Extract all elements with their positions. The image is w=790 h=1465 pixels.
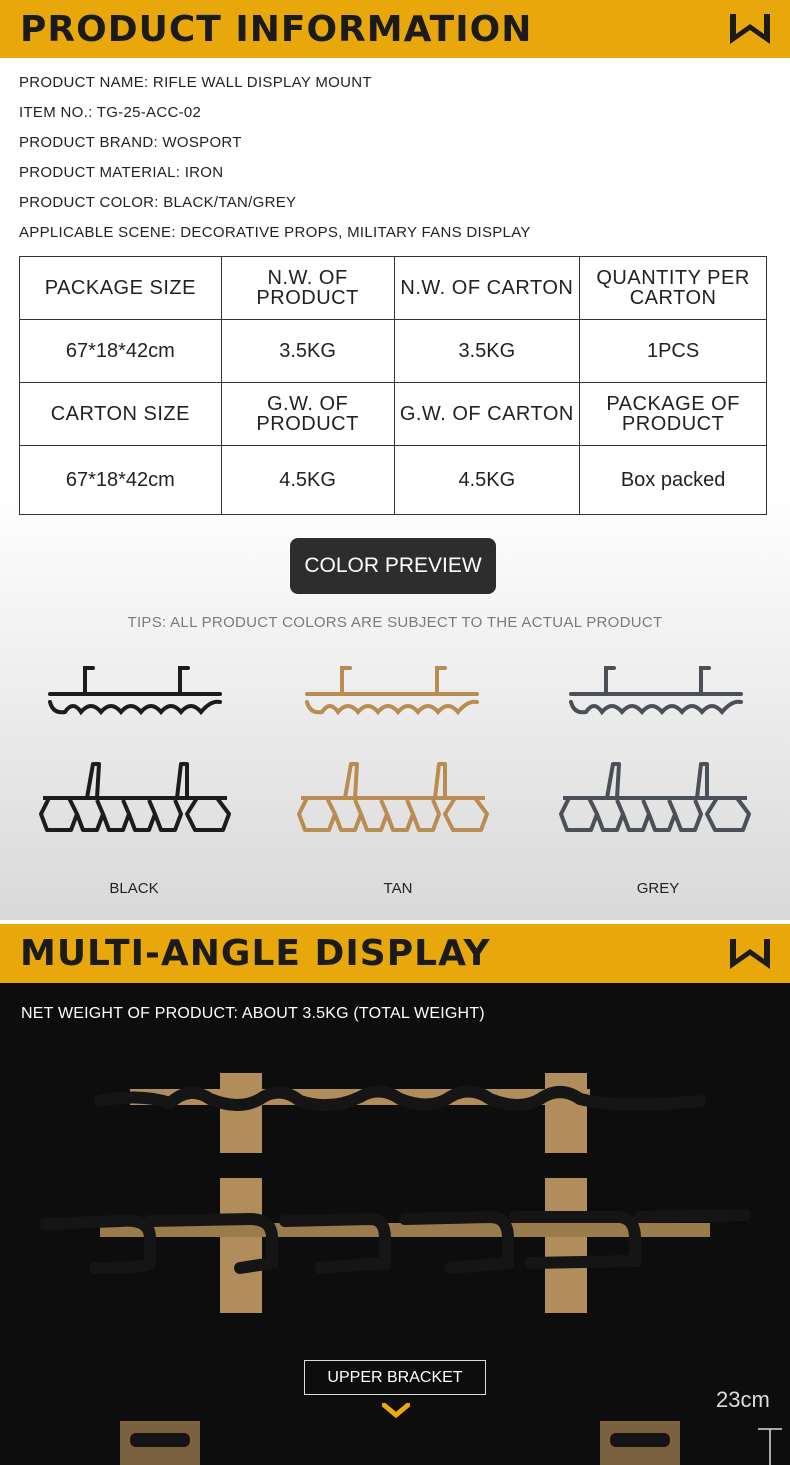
rack-grey-top [566,662,746,722]
color-tips: TIPS: ALL PRODUCT COLORS ARE SUBJECT TO THE ACTUAL PRODUCT [127,614,663,631]
table-header: N.W. OF PRODUCT [221,257,394,320]
rack-shape [571,668,741,712]
table-cell: 1PCS [580,320,767,383]
spec-brand: PRODUCT BRAND: WOSPORT [19,134,242,151]
spec-scene: APPLICABLE SCENE: DECORATIVE PROPS, MILITARY FANS DISPLAY [19,224,531,241]
table-cell: 4.5KG [221,446,394,515]
table-header: QUANTITY PER CARTON [580,257,767,320]
table-header: CARTON SIZE [20,383,222,446]
table-header: G.W. OF PRODUCT [221,383,394,446]
spec-product-name: PRODUCT NAME: RIFLE WALL DISPLAY MOUNT [19,74,372,91]
multi-angle-section [0,983,790,1465]
upper-bracket-label: UPPER BRACKET [304,1360,486,1395]
table-cell: Box packed [580,446,767,515]
dimension-label: 23cm [716,1387,770,1412]
brand-logo-icon [728,935,772,973]
tan-bracket [545,1178,587,1313]
rack-grey-bottom [557,758,753,842]
spec-item-no: ITEM NO.: TG-25-ACC-02 [19,104,202,121]
spec-color: PRODUCT COLOR: BLACK/TAN/GREY [19,194,297,211]
product-information-header [0,0,790,58]
bracket-detail-left [110,1413,210,1465]
table-header: PACKAGE SIZE [20,257,222,320]
color-preview-button[interactable]: COLOR PREVIEW [290,538,496,594]
table-header: N.W. OF CARTON [394,257,580,320]
rack-tan-top [302,662,482,722]
dimension-marker [756,1427,784,1465]
rack-black-bottom [37,758,233,842]
table-cell: 67*18*42cm [20,320,222,383]
table-header: PACKAGE OF PRODUCT [580,383,767,446]
chevron-down-icon [382,1403,410,1419]
rack-shape [307,668,477,712]
spec-table [19,256,767,515]
bracket-detail-right [590,1413,690,1465]
section-title: PRODUCT INFORMATION [20,8,533,50]
spec-material: PRODUCT MATERIAL: IRON [19,164,224,181]
rack-shape [561,764,749,830]
rack-shape [50,668,220,712]
tan-bracket [220,1178,262,1313]
rack-black-top [45,662,225,722]
section-title: MULTI-ANGLE DISPLAY [20,933,491,974]
rack-tan-bottom [295,758,491,842]
table-cell: 3.5KG [394,320,580,383]
table-cell: 3.5KG [221,320,394,383]
table-header: G.W. OF CARTON [394,383,580,446]
rubber-hook [640,1215,745,1217]
tan-bracket [545,1073,587,1153]
color-label-grey: GREY [636,880,680,897]
rack-shape [299,764,487,830]
net-weight-note: NET WEIGHT OF PRODUCT: ABOUT 3.5KG (TOTAL WEIGHT) [21,1005,485,1022]
multi-angle-header [0,924,790,983]
color-label-black: BLACK [109,880,159,897]
product-information-section [0,58,790,920]
table-cell: 67*18*42cm [20,446,222,515]
rack-shape [41,764,229,830]
brand-logo-icon [728,10,772,48]
color-label-tan: TAN [383,880,413,897]
tan-bracket [220,1073,262,1153]
table-cell: 4.5KG [394,446,580,515]
product-photo [0,1063,790,1363]
